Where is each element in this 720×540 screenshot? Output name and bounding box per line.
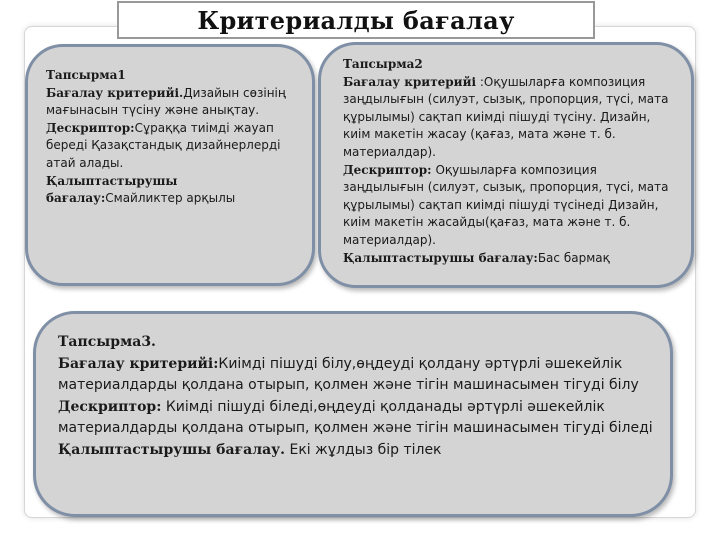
task-2-criterion-label: Бағалау критерийі — [343, 74, 477, 89]
task-2-descriptor-text: Оқушыларға композиция заңдылығын (силуэт, сызық, пропорция, түсі, мата құрылымы) сақтап киімді пішуді түсінеді Дизайн, киім макетін жасайды(қағаз, мата және т. б. материалдар). — [343, 162, 669, 247]
task-card-1 — [25, 44, 315, 286]
task-1-feedback-label: Қалыптастырушы бағалау: — [46, 173, 178, 206]
task-1-descriptor-text: Сұраққа тиімді жауап береді Қазақстандық дизайнерлерді атай алады. — [46, 120, 281, 170]
task-2-feedback-text: Бас бармақ — [537, 250, 610, 265]
task-3-descriptor-text: Киімді пішуді біледі,өңдеуді қолданады әртүрлі әшекейлік материалдарды қолдана отырып, қолмен және тігін машинасымен тігуді біледі — [58, 398, 653, 436]
task-2-feedback-label: Қалыптастырушы бағалау: — [343, 250, 538, 265]
page-title: Критериалды бағалау — [197, 5, 515, 35]
task-3-criterion-label: Бағалау критерийі: — [58, 355, 219, 372]
task-3-descriptor-label: Дескриптор: — [58, 398, 162, 415]
task-2-heading: Тапсырма2 — [343, 57, 423, 71]
task-3-heading: Тапсырма3. — [58, 334, 156, 350]
task-1-feedback-text: Смайликтер арқылы — [105, 191, 236, 206]
task-card-2 — [318, 42, 694, 288]
task-1-criterion-text: Дизайын сөзінің мағынасын түсіну және анықтау. — [46, 85, 286, 118]
task-3-criterion-text: Киімді пішуді білу,өңдеуді қолдану әртүрлі әшекейлік материалдарды қолдана отырып, қолмен және тігін машинасымен тігуді білу — [58, 355, 639, 393]
task-1-criterion-label: Бағалау критерийі. — [46, 85, 184, 100]
task-1-descriptor-label: Дескриптор: — [46, 120, 135, 135]
task-card-3 — [33, 311, 673, 517]
task-3-feedback-label: Қалыптастырушы бағалау. — [58, 441, 286, 458]
task-2-criterion-text: :Оқушыларға композиция заңдылығын (силуэт, сызық, пропорция, түсі, мата құрылымы) сақтап киімді пішуді түсіну. Дизайн, киім макетін жасау (қағаз, мата және т. б. материалдар). — [343, 74, 669, 159]
page-title-box — [117, 1, 595, 39]
task-3-feedback-text: Екі жұлдыз бір тілек — [289, 441, 442, 458]
task-1-heading: Тапсырма1 — [46, 68, 126, 82]
task-2-descriptor-label: Дескриптор: — [343, 162, 432, 177]
